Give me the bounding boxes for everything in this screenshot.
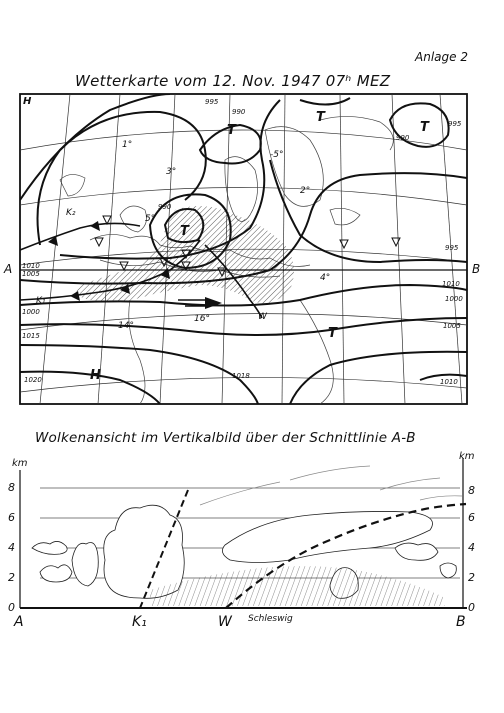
temperature-label: -5° <box>270 150 284 160</box>
section-point-b: B <box>456 614 466 630</box>
front-label-k2: K₂ <box>66 208 76 218</box>
cirrus <box>200 466 462 505</box>
map-title: Wetterkarte vom 12. Nov. 1947 07ʰ MEZ <box>75 72 391 90</box>
isobar-label: 1000 <box>22 308 40 316</box>
pressure-center-high: H <box>23 96 32 107</box>
height-tick-label: 4 <box>468 541 475 554</box>
pressure-center-high: H <box>90 368 101 383</box>
cross-section <box>20 458 467 610</box>
isobar-label: 1018 <box>232 372 250 380</box>
height-tick-label: 6 <box>468 511 475 524</box>
pressure-center-low: T <box>316 110 325 125</box>
front-label-k1: K₁ <box>36 296 46 306</box>
isobar-label: 1005 <box>22 270 40 278</box>
isobar-label: 995 <box>448 120 462 128</box>
isobar-label: 990 <box>232 108 246 116</box>
height-tick-label: 8 <box>8 481 15 494</box>
temperature-label: 4° <box>320 273 331 283</box>
rain-area <box>150 566 445 606</box>
isobar-label: 1015 <box>22 332 40 340</box>
pressure-center-low: T <box>328 326 337 341</box>
map-point-b: B <box>472 262 481 276</box>
section-point-a: A <box>14 614 24 630</box>
place-label: Schleswig <box>248 614 293 624</box>
pressure-center-low: T <box>420 120 429 135</box>
section-title: Wolkenansicht im Vertikalbild über der Schnittlinie A-B <box>35 430 416 446</box>
pressure-center-low: T <box>227 123 236 138</box>
section-point-k1: K₁ <box>132 614 147 630</box>
isobar-label: 995 <box>445 244 459 252</box>
temperature-label: 3° <box>166 167 177 177</box>
temperature-label: 16° <box>194 314 210 324</box>
height-tick-label: 2 <box>8 571 15 584</box>
annex-label: Anlage 2 <box>415 50 468 64</box>
section-point-w: W <box>218 614 232 630</box>
isobar-label: 990 <box>158 203 172 211</box>
isobar-label: 1020 <box>24 376 42 384</box>
isobar-label: 995 <box>205 98 219 106</box>
isobar-label: 1010 <box>440 378 458 386</box>
temperature-label: 2° <box>300 186 311 196</box>
isobar-label: 1010 <box>442 280 460 288</box>
height-tick-label: 0 <box>468 601 475 614</box>
front-label-w: W <box>258 312 267 322</box>
temperature-label: 5° <box>145 214 156 224</box>
isobar-label: 1010 <box>22 262 40 270</box>
pressure-center-low: T <box>180 224 189 239</box>
height-unit-left: km <box>12 458 28 469</box>
isobar-label: 1005 <box>443 322 461 330</box>
isobar-label: 1000 <box>445 295 463 303</box>
temperature-label: 14° <box>118 321 134 331</box>
height-unit-right: km <box>459 451 475 462</box>
height-tick-label: 0 <box>8 601 15 614</box>
temperature-label: 1° <box>122 140 133 150</box>
map-point-a: A <box>4 262 13 276</box>
height-tick-label: 4 <box>8 541 15 554</box>
isobar-label: 990 <box>396 134 410 142</box>
height-tick-label: 8 <box>468 484 475 497</box>
height-tick-label: 2 <box>468 571 475 584</box>
height-tick-label: 6 <box>8 511 15 524</box>
